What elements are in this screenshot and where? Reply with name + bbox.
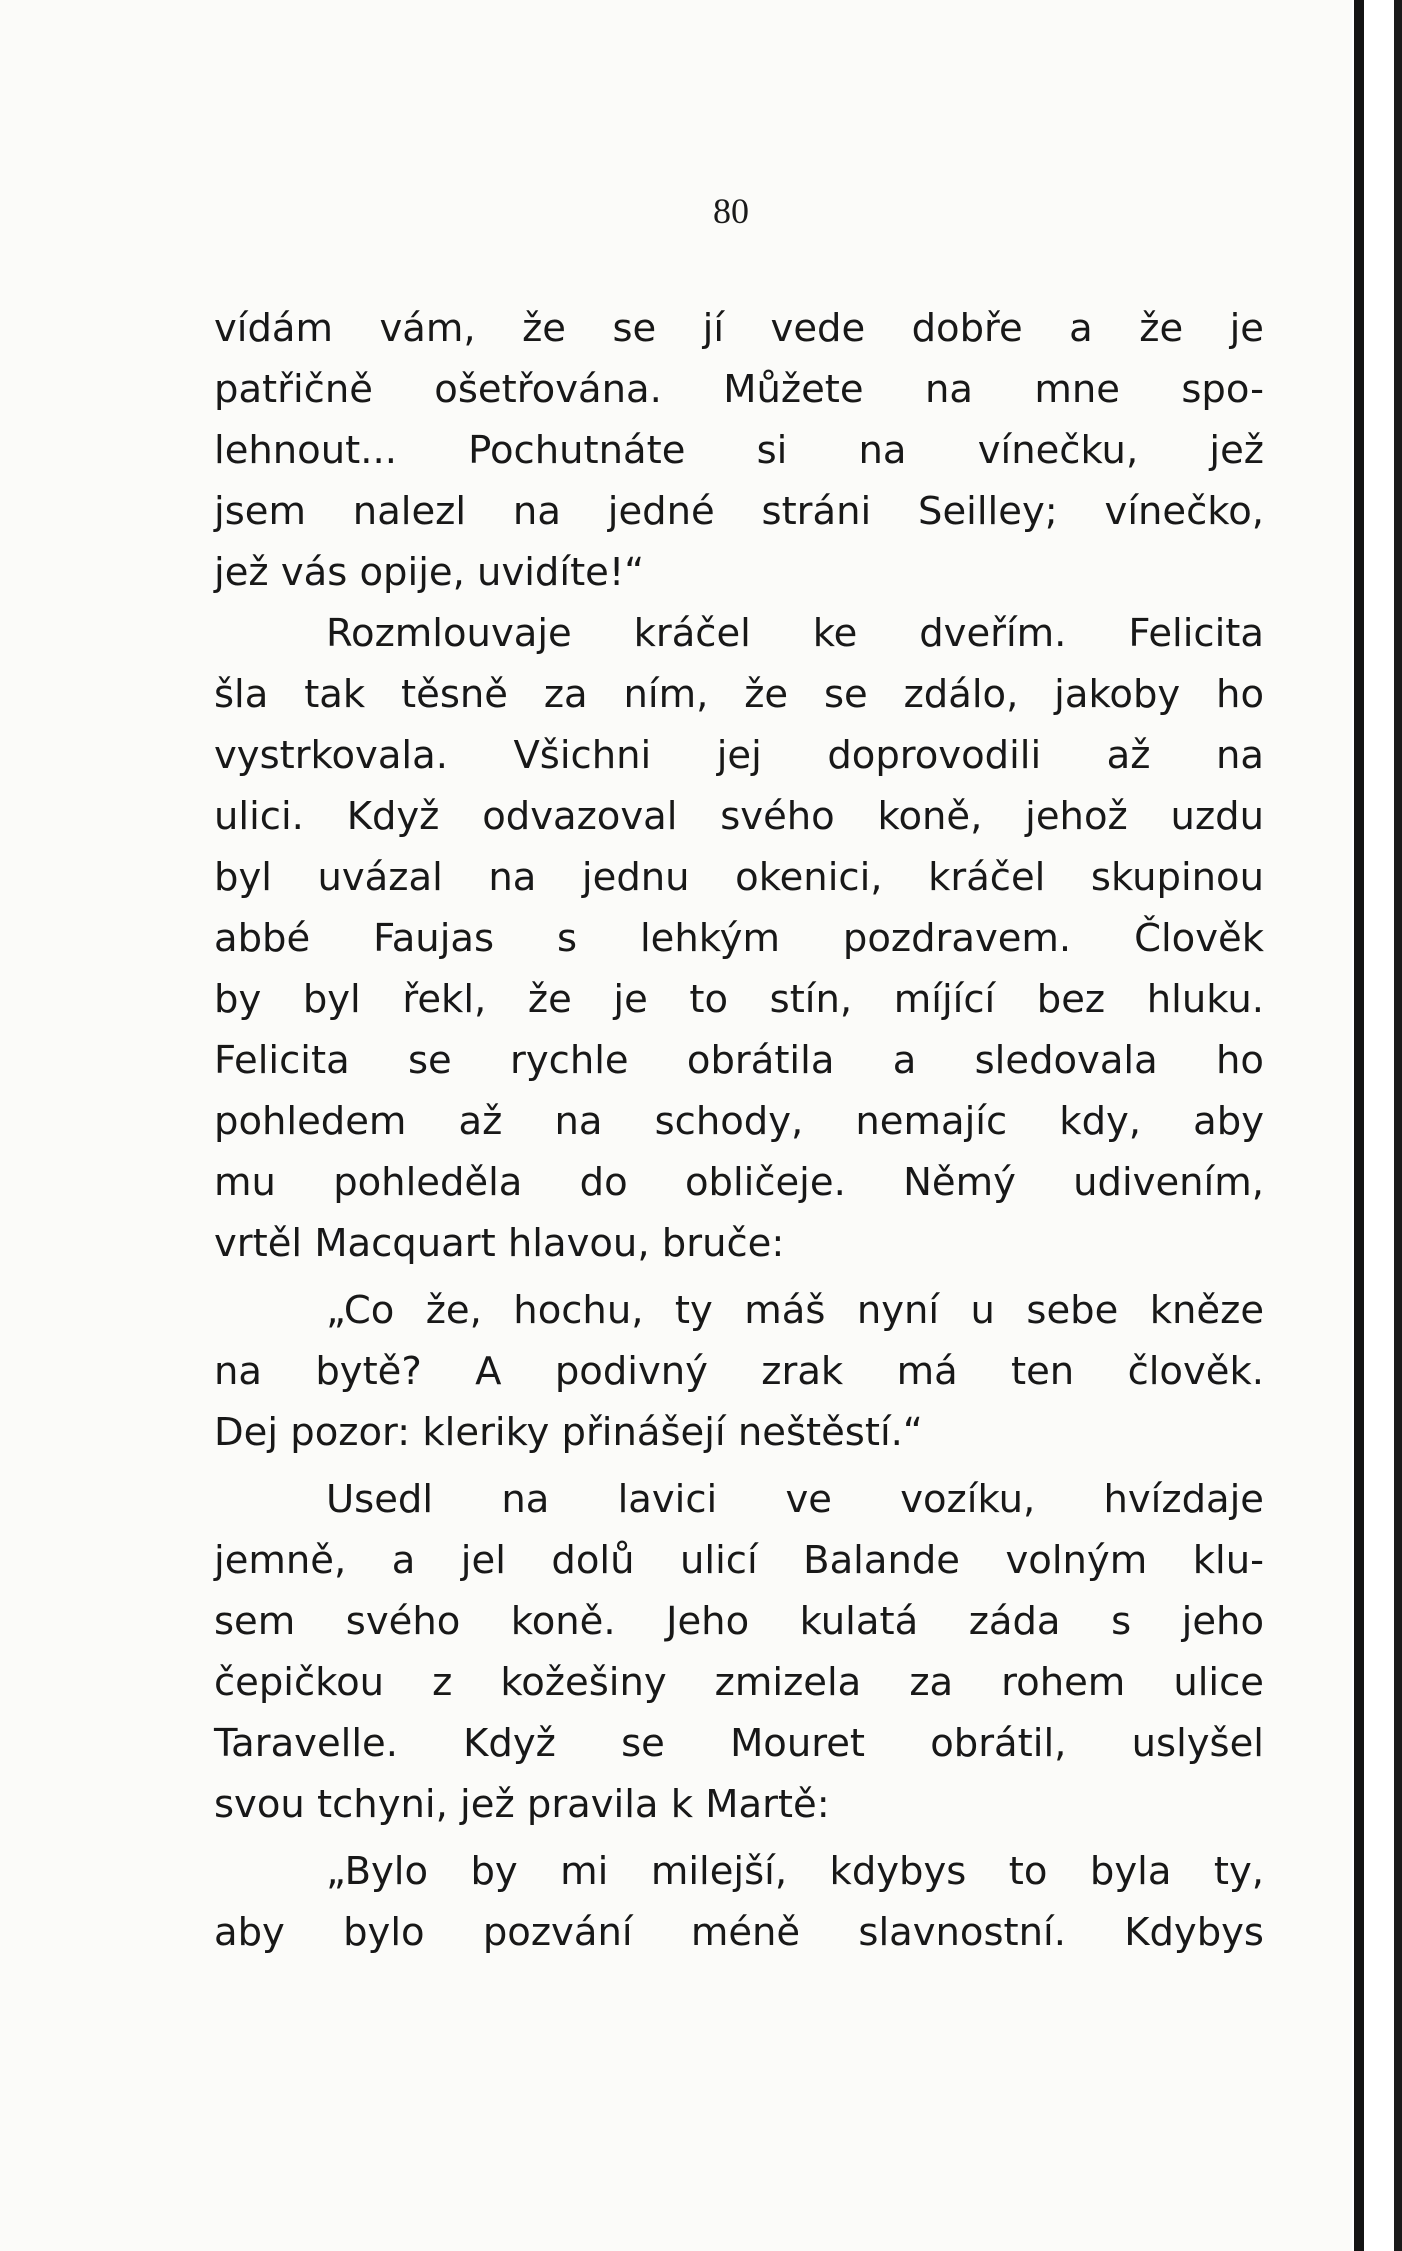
text-line: na bytě? A podivný zrak má ten člověk.	[214, 1349, 1264, 1394]
page-edge-border	[1394, 0, 1402, 2251]
text-line: svou tchyni, jež pravila k Martě:	[214, 1782, 830, 1827]
text-line: Taravelle. Když se Mouret obrátil, uslyšel	[214, 1721, 1264, 1766]
text-line: Rozmlouvaje kráčel ke dveřím. Felicita	[326, 611, 1264, 656]
text-line: Felicita se rychle obrátila a sledovala ho	[214, 1038, 1264, 1083]
text-line: byl uvázal na jednu okenici, kráčel skupinou	[214, 855, 1264, 900]
page-number: 80	[713, 191, 749, 231]
text-line: Dej pozor: kleriky přinášejí neštěstí.“	[214, 1410, 923, 1455]
text-line: aby bylo pozvání méně slavnostní. Kdybys	[214, 1910, 1264, 1955]
text-line: sem svého koně. Jeho kulatá záda s jeho	[214, 1599, 1264, 1644]
text-line: jež vás opije, uvidíte!“	[214, 550, 645, 595]
text-line: patřičně ošetřována. Můžete na mne spo-	[214, 367, 1264, 412]
text-line: čepičkou z kožešiny zmizela za rohem ulice	[214, 1660, 1264, 1705]
text-line: „Co že, hochu, ty máš nyní u sebe kněze	[326, 1288, 1264, 1333]
body-text	[214, 298, 1264, 1963]
text-line: abbé Faujas s lehkým pozdravem. Člověk	[214, 916, 1264, 961]
text-line: jemně, a jel dolů ulicí Balande volným klu-	[214, 1538, 1264, 1583]
text-line: Usedl na lavici ve vozíku, hvízdaje	[326, 1477, 1264, 1522]
text-line: mu pohleděla do obličeje. Němý udivením,	[214, 1160, 1264, 1205]
text-line: ulici. Když odvazoval svého koně, jehož uzdu	[214, 794, 1264, 839]
text-line: šla tak těsně za ním, že se zdálo, jakoby ho	[214, 672, 1264, 717]
text-line: vystrkovala. Všichni jej doprovodili až na	[214, 733, 1264, 778]
text-line: pohledem až na schody, nemajíc kdy, aby	[214, 1099, 1264, 1144]
text-line: by byl řekl, že je to stín, míjící bez hluku.	[214, 977, 1264, 1022]
text-line: lehnout... Pochutnáte si na vínečku, jež	[214, 428, 1264, 473]
text-line: „Bylo by mi milejší, kdybys to byla ty,	[326, 1849, 1264, 1894]
text-line: vrtěl Macquart hlavou, bruče:	[214, 1221, 785, 1266]
text-line: vídám vám, že se jí vede dobře a že je	[214, 306, 1264, 351]
page-edge-shadow	[1354, 0, 1364, 2251]
text-line: jsem nalezl na jedné stráni Seilley; vínečko,	[214, 489, 1264, 534]
